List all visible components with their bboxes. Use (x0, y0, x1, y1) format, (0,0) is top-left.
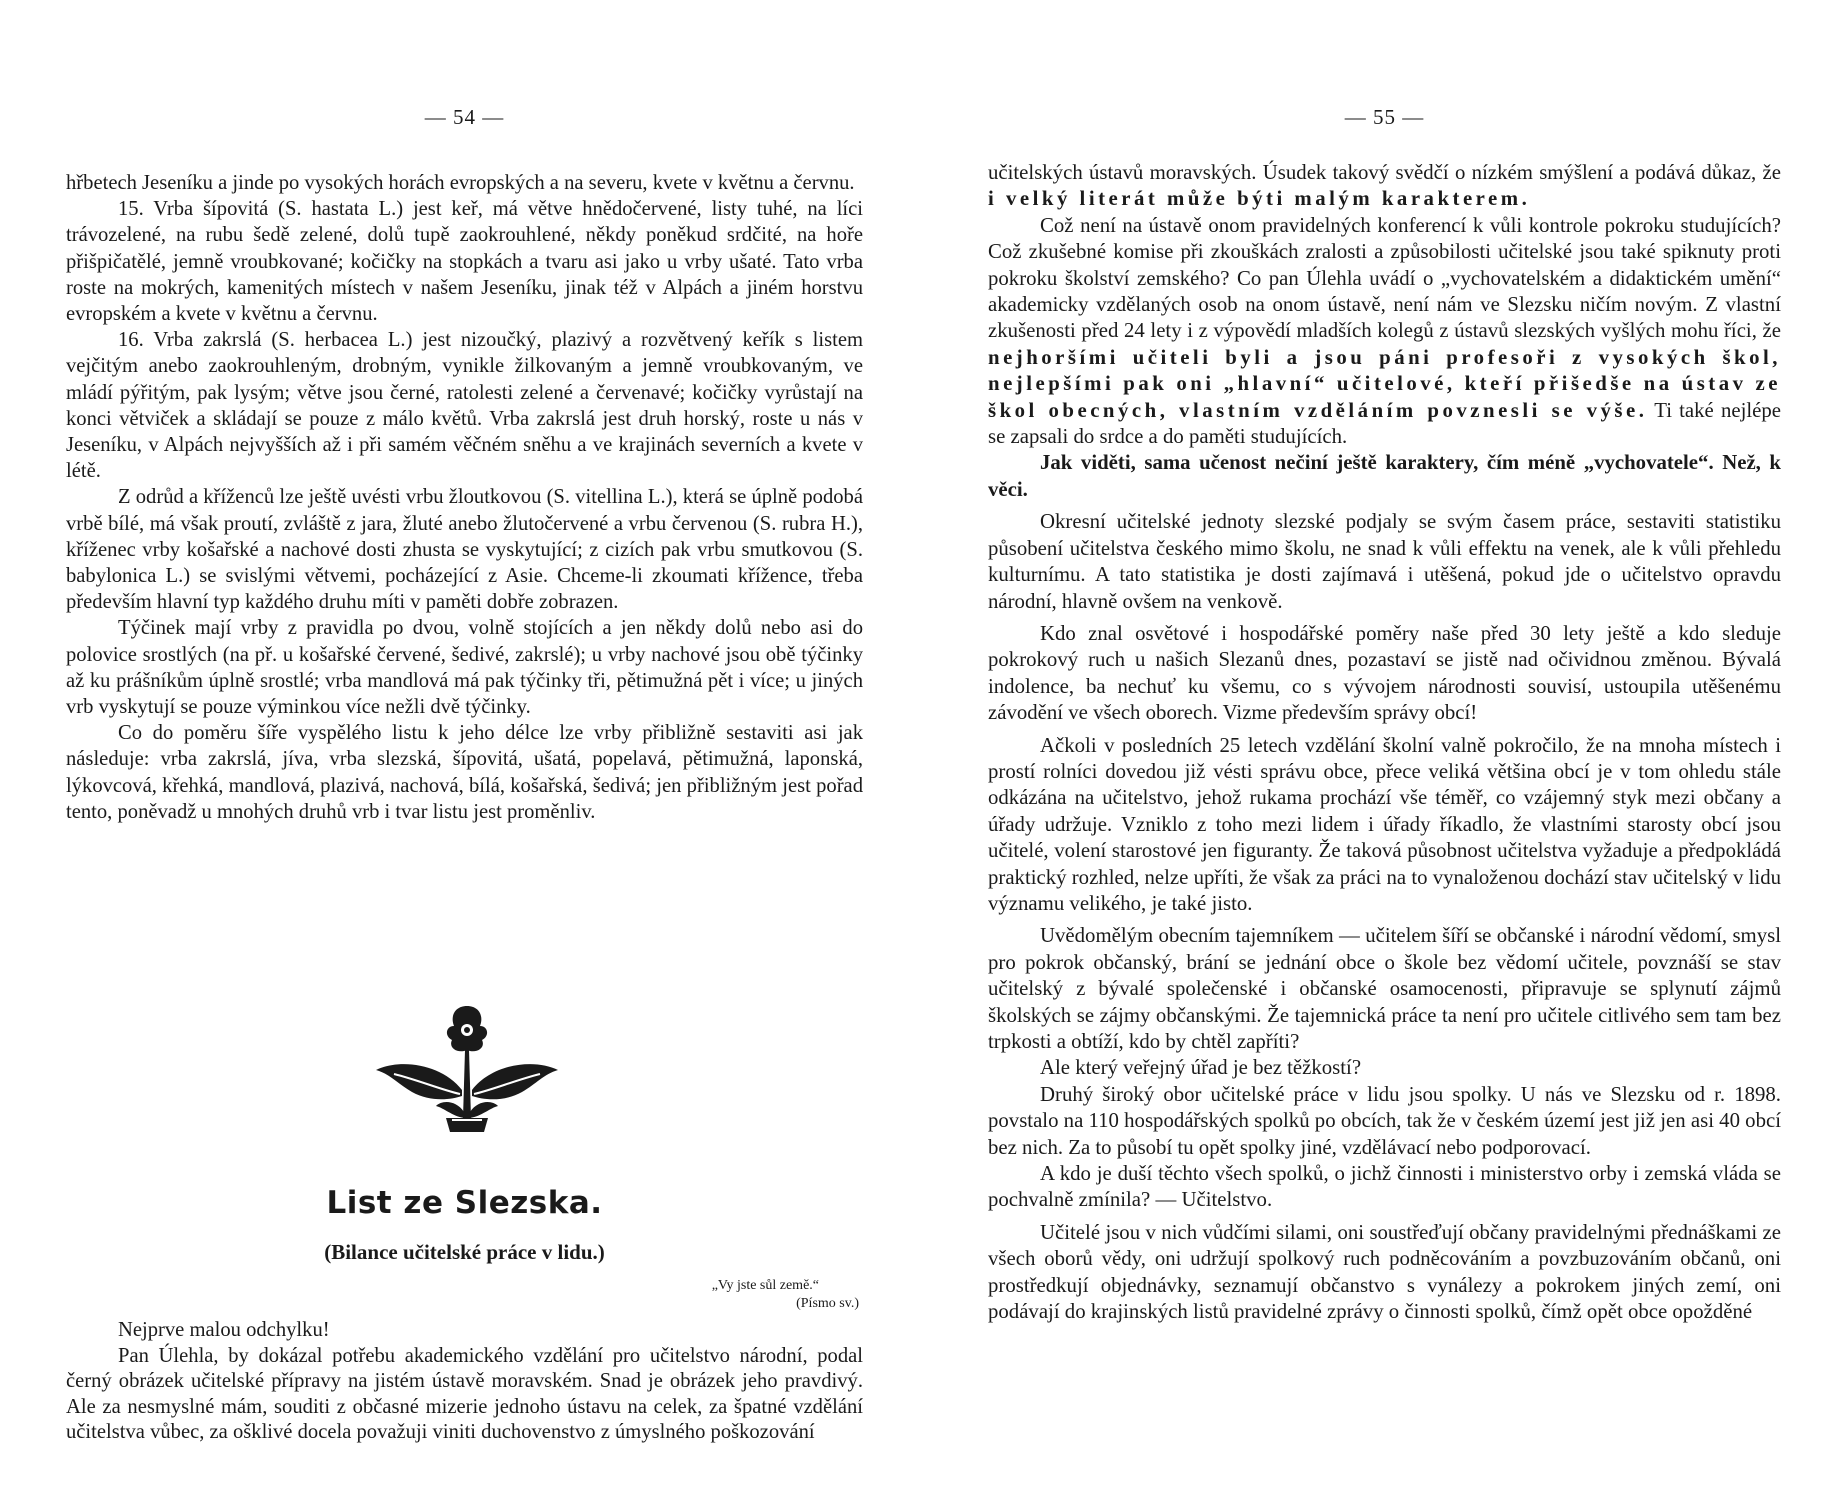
text-run: učitelských ústavů moravských. Úsudek takový svědčí o nízkém smýšlení a podává důkaz, že (988, 161, 1781, 184)
paragraph: A kdo je duší těchto všech spolků, o jichž činnosti i ministerstvo orby i zemská vláda se pochvalně zmínila? — Učitelstvo. (988, 1162, 1781, 1212)
paragraph: Nejprve malou odchylku! (118, 1319, 330, 1341)
spaced-emphasis: nejhoršími učiteli byli a jsou páni profesoři z vysokých škol, (988, 345, 1781, 369)
paragraph: Druhý široký obor učitelské práce v lidu jsou spolky. U nás ve Slezsku od r. 1898. povstalo na 110 hospodářských spolků po obcích, tak že v českém území jest již jen asi 40 obcí bez nich. Za to působí tu opět spolky jiné, vzdělávací nebo podporovací. (988, 1082, 1781, 1159)
paragraph: Kdo znal osvětové i hospodářské poměry naše před 30 lety ještě a kdo sleduje pokrokový ruch u našich Slezanů dnes, pozastaví se jistě nad očividnou změnou. Bývalá indolence, ba nechuť ku všemu, co s vývojem národnosti souvisí, ustoupila utěšenému závodění ve všech oborech. Vizme především správy obcí! (988, 621, 1781, 725)
paragraph: Učitelé jsou v nich vůdčími silami, oni soustřeďují občany pravidelnými přednáškami ze všech oborů vědy, oni udržují spolkový ruch podněcováním a povzbuzováním občanů, oni prostředkují objednávky, seznamují občanstvo s vynálezy a pokrokem jiných zemí, oni podávají do krajinských listů pravidelné zprávy o činnosti spolků, čímž opět obce opožděné (988, 1220, 1781, 1324)
paragraph: Uvědomělým obecním tajemníkem — učitelem šíří se občanské i národní vědomí, smysl pro pokrok občanský, brání se jednání obce o škole bez vědomí učitele, povznáší se stav učitelský z bývalé společenské i občanské osamocenosti, připravuje se splynutí zájmů školských se zájmy občanskými. Že tajemnická práce ta není pro učitele citlivého sem tam bez trpkosti a obtíží, kdo by chtěl zapříti? (988, 924, 1781, 1053)
paragraph: Okresní učitelské jednoty slezské podjaly se svým časem práce, sestaviti statistiku působení učitelstva českého mimo školu, ne snad k vůli effektu na venek, ale k vůli přehledu kulturnímu. A tato statistika je dosti zajímavá i utěšená, pokud jde o učitelstvo opravdu národní, hlavně ovšem na venkově. (988, 510, 1781, 613)
paragraph: Z odrůd a kříženců lze ještě uvésti vrbu žloutkovou (S. vitellina L.), která se úplně podobá vrbě bílé, má však proutí, zvláště z jara, žluté anebo žlutočervené a vrbu červenou (S. rubra H.), kříženec vrby košařské a nachové dosti zhusta se vyskytující; z cizích pak vrbu smutkovou (S. babylonica L.) se svislými větvemi, pocházející z Asie. Chceme-li zkoumati křížence, třeba především hlavní typ každého druhu míti v paměti dobře zobrazen. (66, 486, 863, 614)
epigraph-source: (Písmo sv.) (796, 1296, 859, 1311)
article-body (66, 1318, 863, 1446)
paragraph (988, 160, 1781, 213)
body-text (988, 160, 1781, 1325)
epigraph (609, 1277, 859, 1313)
page-number: — 55 — (1344, 105, 1425, 129)
paragraph: Jak viděti, sama učenost nečiní ještě karaktery, čím méně „vychovatele“. Než, k věci. (988, 451, 1781, 501)
paragraph: Co do poměru šíře vyspělého listu k jeho délce lze vrby přibližně sestaviti asi jak následuje: vrba zakrslá, jíva, vrba slezská, šípovitá, ušatá, popelavá, pětimužná, laponská, lýkovcová, křehká, mandlová, plazivá, nachová, bílá, košařská, šedivá; jen přibližným jest pořad tento, poněvadž u mnohých druhů vrb i tvar listu jest proměnliv. (66, 722, 863, 823)
floral-ornament-icon (372, 1000, 562, 1140)
article-subtitle: (Bilance učitelské práce v lidu.) (324, 1240, 605, 1264)
body-text (66, 170, 863, 825)
epigraph-quote: „Vy jste sůl země.“ (711, 1278, 819, 1293)
paragraph (988, 213, 1781, 451)
paragraph: Ačkoli v posledních 25 letech vzdělání školní valně pokročilo, že na mnoha místech i prostí rolníci dovedou již vésti správu obce, přece veliká většina obcí je v tom ohledu stále odkázána na učitelstvo, jehož rukama prochází vše téměř, co vzájemný styk mezi občany a úřady udržuje. Vzniklo z toho mezi lidem i úřady říkadlo, že vlastními starosty obcí jsou učitelé, volení starostové jen figuranty. Že taková působnost učitelstva vyžaduje a předpokládá praktický rozhled, nelze upříti, že však za práci na to vynaloženou dochází stav učitelský v lidu významu velikého, je také jisto. (988, 733, 1781, 915)
page-number: — 54 — (424, 105, 505, 129)
paragraph: hřbetech Jeseníku a jinde po vysokých horách evropských a na severu, kvete v květnu a červnu. (66, 172, 855, 194)
article-title: List ze Slezska. (326, 1185, 603, 1221)
paragraph: Ale který veřejný úřad je bez těžkostí? (1040, 1056, 1362, 1080)
paragraph: Pan Úlehla, by dokázal potřebu akademického vzdělání pro učitelstvo národní, podal černý obrázek učitelské přípravy na jistém ústavě moravském. Snad je obrázek jeho pravdivý. Ale za nesmyslné mám, souditi z občasné mizerie jednoho ústavu na celek, za špatné vzdělání učitelstva vůbec, za ošklivé docela považuji viniti duchovenstvo z úmyslného poškozování (66, 1344, 863, 1444)
paragraph: 15. Vrba šípovitá (S. hastata L.) jest keř, má větve hnědočervené, listy tuhé, na líci trávozelené, na rubu šedě zelené, dolů tupě zaokrouhlené, někdy poněkud srdčité, na hoře přišpičatělé, jemně vroubkované; kočičky na stopkách a tvaru asi jako u vrby ušaté. Tato vrba roste na mokrých, kamenitých místech v našem Jeseníku, jinak též v Alpách a jiném horstvu evropském a kvete v květnu a červnu. (66, 198, 863, 326)
paragraph: 16. Vrba zakrslá (S. herbacea L.) jest nizoučký, plazivý a rozvětvený keřík s listem vejčitým anebo zaokrouhleným, drobným, vynikle žilkovaným a jemně vroubkovaným, ve mládí pýřitým, pak lysým; větve jsou černé, ratolesti zelené a červenavé; kočičky vyrůstají na konci větviček a skládají se pouze z málo květů. Vrba zakrslá jest druh horský, roste u nás v Jeseníku, v Alpách nejvyšších až i při samém věčném sněhu a ve krajinách severních a kvete v létě. (66, 329, 863, 483)
spaced-emphasis: nejlepšími pak oni „hlavní“ učitelové, kteří přišedše na ústav ze škol obecných, vlastním vzděláním povznesli se výše. (988, 372, 1781, 422)
spaced-emphasis: i velký literát může býti malým karakterem. (988, 187, 1531, 211)
text-run: Ti také nejlépe se zapsali do srdce a do paměti studujících. (988, 398, 1781, 449)
paragraph: Týčinek mají vrby z pravidla po dvou, volně stojících a jen někdy dolů nebo asi do polovice srostlých (na př. u košařské červené, šedivé, zakrslé); u vrby nachové jsou obě týčinky až ku prášníkům úplně srostlé; vrba mandlová má pak týčinky tři, pětimužná pět i více; u jiných vrb vyskytují se pouze výminkou více nežli dvě týčinky. (66, 617, 863, 719)
text-run: Což není na ústavě onom pravidelných konferencí k vůli kontrole pokroku studujících? Což zkušebné komise při zkouškách zralosti a způsobilosti učitelské jsou také spiknuty proti pokroku školství zemského? Co pan Úlehla uvádí o „vychovatelském a didaktickém umění“ akademicky vzdělaných osob na onom ústavě, není nám ve Slezsku ničím novým. Z vlastní zkušenosti před 24 lety i z výpovědí mladších kolegů z ústavů slezských vyšlých mohu říci, že (988, 213, 1781, 343)
